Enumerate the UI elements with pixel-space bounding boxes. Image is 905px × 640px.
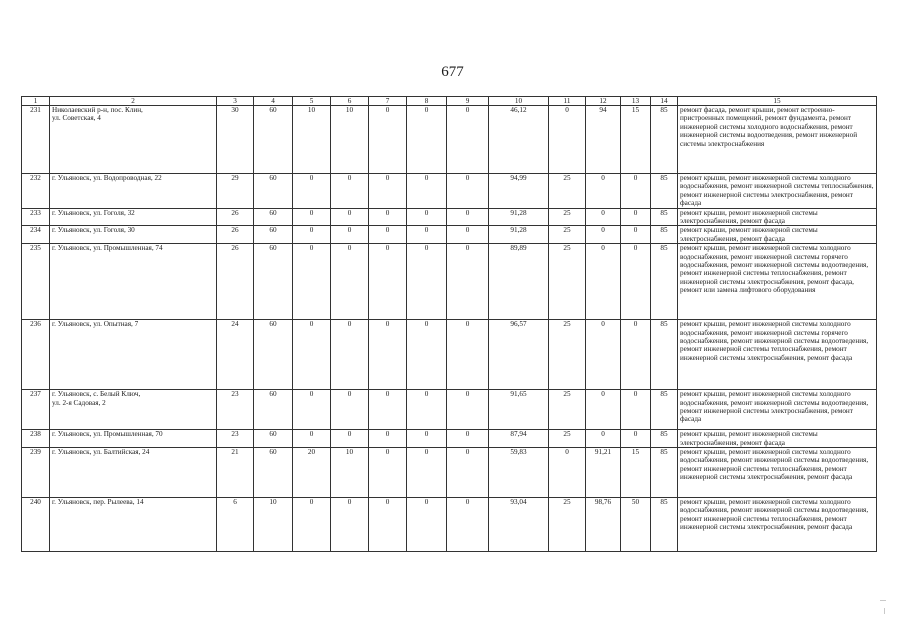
works-list: ремонт крыши, ремонт инженерной системы холодного водоснабжения, ремонт инженерной системы водоотведения, ремонт инженерной системы электроснабжения, ремонт фасада: [678, 390, 877, 430]
col-11: 25: [549, 498, 586, 552]
table-row: [22, 390, 877, 430]
col-5: 0: [293, 226, 331, 244]
works-list: ремонт крыши, ремонт инженерной системы холодного водоснабжения, ремонт инженерной системы водоотведения, ремонт инженерной системы теплоснабжения, ремонт инженерной системы электроснабжения, ремонт фасада: [678, 448, 877, 498]
address: г. Ульяновск, ул. Гоголя, 32: [50, 208, 217, 226]
row-number: 240: [22, 498, 50, 552]
col-9: 0: [447, 208, 489, 226]
col-4: 60: [254, 106, 293, 174]
table-row: [22, 244, 877, 320]
column-number-5: 5: [293, 97, 331, 106]
column-number-row: [22, 97, 877, 106]
col-13: 0: [621, 320, 651, 390]
col-12: 0: [586, 174, 621, 209]
col-13: 0: [621, 208, 651, 226]
col-8: 0: [407, 448, 447, 498]
col-6: 0: [331, 244, 369, 320]
col-12: 0: [586, 430, 621, 448]
works-list: ремонт крыши, ремонт инженерной системы электроснабжения, ремонт фасада: [678, 430, 877, 448]
scan-mark: [880, 600, 886, 601]
col-9: 0: [447, 226, 489, 244]
table-row: [22, 174, 877, 209]
row-number: 238: [22, 430, 50, 448]
address: Николаевский р-н, пос. Клин, ул. Советская, 4: [50, 106, 217, 174]
col-7: 0: [369, 174, 407, 209]
address: г. Ульяновск, с. Белый Ключ, ул. 2-я Садовая, 2: [50, 390, 217, 430]
works-list: ремонт крыши, ремонт инженерной системы холодного водоснабжения, ремонт инженерной системы горячего водоснабжения, ремонт инженерной системы водоотведения, ремонт инженерной системы теплоснабжения, ремонт инженерной системы электроснабжения, ремонт фасада: [678, 320, 877, 390]
row-number: 234: [22, 226, 50, 244]
column-number-3: 3: [217, 97, 254, 106]
col-11: 25: [549, 430, 586, 448]
col-11: 25: [549, 244, 586, 320]
col-12: 0: [586, 208, 621, 226]
col-6: 0: [331, 390, 369, 430]
col-14: 85: [651, 226, 678, 244]
col-5: 0: [293, 208, 331, 226]
works-list: ремонт фасада, ремонт крыши, ремонт встроенно-пристроенных помещений, ремонт фундамента, ремонт инженерной системы холодного водоснабжения, ремонт инженерной системы водоотведения, ремонт инженерной системы электроснабжения: [678, 106, 877, 174]
col-10: 91,28: [489, 226, 549, 244]
col-8: 0: [407, 226, 447, 244]
table-row: [22, 448, 877, 498]
row-number: 237: [22, 390, 50, 430]
col-11: 25: [549, 320, 586, 390]
col-5: 0: [293, 320, 331, 390]
repair-table: [21, 96, 877, 552]
col-4: 60: [254, 430, 293, 448]
column-number-14: 14: [651, 97, 678, 106]
col-4: 60: [254, 448, 293, 498]
col-10: 93,04: [489, 498, 549, 552]
col-3: 23: [217, 430, 254, 448]
works-list: ремонт крыши, ремонт инженерной системы электроснабжения, ремонт фасада: [678, 208, 877, 226]
table-row: [22, 106, 877, 174]
table-row: [22, 320, 877, 390]
col-14: 85: [651, 106, 678, 174]
table-row: [22, 430, 877, 448]
table-row: [22, 226, 877, 244]
col-5: 10: [293, 106, 331, 174]
col-5: 0: [293, 430, 331, 448]
col-14: 85: [651, 448, 678, 498]
col-3: 21: [217, 448, 254, 498]
col-13: 0: [621, 430, 651, 448]
col-14: 85: [651, 174, 678, 209]
col-13: 50: [621, 498, 651, 552]
col-14: 85: [651, 244, 678, 320]
column-number-13: 13: [621, 97, 651, 106]
col-4: 60: [254, 320, 293, 390]
col-11: 25: [549, 208, 586, 226]
address: г. Ульяновск, ул. Опытная, 7: [50, 320, 217, 390]
col-4: 60: [254, 208, 293, 226]
col-8: 0: [407, 208, 447, 226]
col-5: 0: [293, 390, 331, 430]
col-13: 0: [621, 174, 651, 209]
col-3: 6: [217, 498, 254, 552]
col-3: 24: [217, 320, 254, 390]
table-row: [22, 208, 877, 226]
col-12: 94: [586, 106, 621, 174]
col-11: 25: [549, 174, 586, 209]
col-10: 96,57: [489, 320, 549, 390]
address: г. Ульяновск, ул. Водопроводная, 22: [50, 174, 217, 209]
col-11: 0: [549, 448, 586, 498]
col-9: 0: [447, 320, 489, 390]
col-11: 25: [549, 390, 586, 430]
col-6: 0: [331, 498, 369, 552]
col-8: 0: [407, 174, 447, 209]
col-5: 0: [293, 244, 331, 320]
col-12: 91,21: [586, 448, 621, 498]
col-7: 0: [369, 226, 407, 244]
column-number-9: 9: [447, 97, 489, 106]
works-list: ремонт крыши, ремонт инженерной системы холодного водоснабжения, ремонт инженерной системы горячего водоснабжения, ремонт инженерной системы водоотведения, ремонт инженерной системы теплоснабжения, ремонт инженерной системы электроснабжения, ремонт фасада, ремонт или замена лифтового оборудования: [678, 244, 877, 320]
col-14: 85: [651, 320, 678, 390]
col-14: 85: [651, 498, 678, 552]
col-12: 0: [586, 244, 621, 320]
works-list: ремонт крыши, ремонт инженерной системы электроснабжения, ремонт фасада: [678, 226, 877, 244]
works-list: ремонт крыши, ремонт инженерной системы холодного водоснабжения, ремонт инженерной системы водоотведения, ремонт инженерной системы теплоснабжения, ремонт инженерной системы электроснабжения, ремонт фасада: [678, 498, 877, 552]
table-row: [22, 498, 877, 552]
col-10: 59,83: [489, 448, 549, 498]
col-8: 0: [407, 244, 447, 320]
col-9: 0: [447, 174, 489, 209]
col-13: 15: [621, 448, 651, 498]
works-list: ремонт крыши, ремонт инженерной системы холодного водоснабжения, ремонт инженерной системы теплоснабжения, ремонт инженерной системы электроснабжения, ремонт фасада: [678, 174, 877, 209]
col-11: 25: [549, 226, 586, 244]
col-7: 0: [369, 430, 407, 448]
col-3: 29: [217, 174, 254, 209]
column-number-12: 12: [586, 97, 621, 106]
col-3: 30: [217, 106, 254, 174]
col-10: 87,94: [489, 430, 549, 448]
scan-mark: [884, 608, 885, 614]
col-14: 85: [651, 390, 678, 430]
column-number-11: 11: [549, 97, 586, 106]
address: г. Ульяновск, ул. Гоголя, 30: [50, 226, 217, 244]
col-7: 0: [369, 244, 407, 320]
col-3: 26: [217, 226, 254, 244]
col-6: 0: [331, 430, 369, 448]
col-10: 94,99: [489, 174, 549, 209]
col-10: 91,65: [489, 390, 549, 430]
row-number: 232: [22, 174, 50, 209]
page-number: 677: [441, 64, 464, 80]
col-4: 10: [254, 498, 293, 552]
col-6: 0: [331, 174, 369, 209]
col-7: 0: [369, 498, 407, 552]
col-8: 0: [407, 106, 447, 174]
col-4: 60: [254, 244, 293, 320]
col-6: 10: [331, 448, 369, 498]
col-5: 0: [293, 174, 331, 209]
row-number: 235: [22, 244, 50, 320]
col-12: 98,76: [586, 498, 621, 552]
col-3: 26: [217, 244, 254, 320]
col-9: 0: [447, 244, 489, 320]
col-8: 0: [407, 320, 447, 390]
col-7: 0: [369, 320, 407, 390]
col-7: 0: [369, 390, 407, 430]
row-number: 233: [22, 208, 50, 226]
col-4: 60: [254, 174, 293, 209]
col-4: 60: [254, 390, 293, 430]
column-number-2: 2: [50, 97, 217, 106]
col-13: 0: [621, 390, 651, 430]
col-6: 0: [331, 226, 369, 244]
row-number: 239: [22, 448, 50, 498]
row-number: 236: [22, 320, 50, 390]
row-number: 231: [22, 106, 50, 174]
col-8: 0: [407, 498, 447, 552]
col-9: 0: [447, 498, 489, 552]
column-number-7: 7: [369, 97, 407, 106]
column-number-4: 4: [254, 97, 293, 106]
column-number-8: 8: [407, 97, 447, 106]
col-8: 0: [407, 390, 447, 430]
col-11: 0: [549, 106, 586, 174]
col-13: 15: [621, 106, 651, 174]
col-8: 0: [407, 430, 447, 448]
col-12: 0: [586, 226, 621, 244]
address: г. Ульяновск, ул. Балтийская, 24: [50, 448, 217, 498]
column-number-1: 1: [22, 97, 50, 106]
col-12: 0: [586, 320, 621, 390]
col-6: 0: [331, 320, 369, 390]
col-7: 0: [369, 106, 407, 174]
column-number-15: 15: [678, 97, 877, 106]
col-9: 0: [447, 430, 489, 448]
col-14: 85: [651, 208, 678, 226]
col-10: 89,89: [489, 244, 549, 320]
col-6: 10: [331, 106, 369, 174]
col-3: 23: [217, 390, 254, 430]
col-9: 0: [447, 390, 489, 430]
col-7: 0: [369, 448, 407, 498]
col-14: 85: [651, 430, 678, 448]
col-13: 0: [621, 226, 651, 244]
col-10: 91,28: [489, 208, 549, 226]
address: г. Ульяновск, ул. Промышленная, 74: [50, 244, 217, 320]
address: г. Ульяновск, ул. Промышленная, 70: [50, 430, 217, 448]
col-3: 26: [217, 208, 254, 226]
col-6: 0: [331, 208, 369, 226]
col-9: 0: [447, 106, 489, 174]
col-9: 0: [447, 448, 489, 498]
col-10: 46,12: [489, 106, 549, 174]
col-5: 20: [293, 448, 331, 498]
column-number-6: 6: [331, 97, 369, 106]
column-number-10: 10: [489, 97, 549, 106]
col-5: 0: [293, 498, 331, 552]
col-12: 0: [586, 390, 621, 430]
col-7: 0: [369, 208, 407, 226]
col-4: 60: [254, 226, 293, 244]
col-13: 0: [621, 244, 651, 320]
address: г. Ульяновск, пер. Рылеева, 14: [50, 498, 217, 552]
